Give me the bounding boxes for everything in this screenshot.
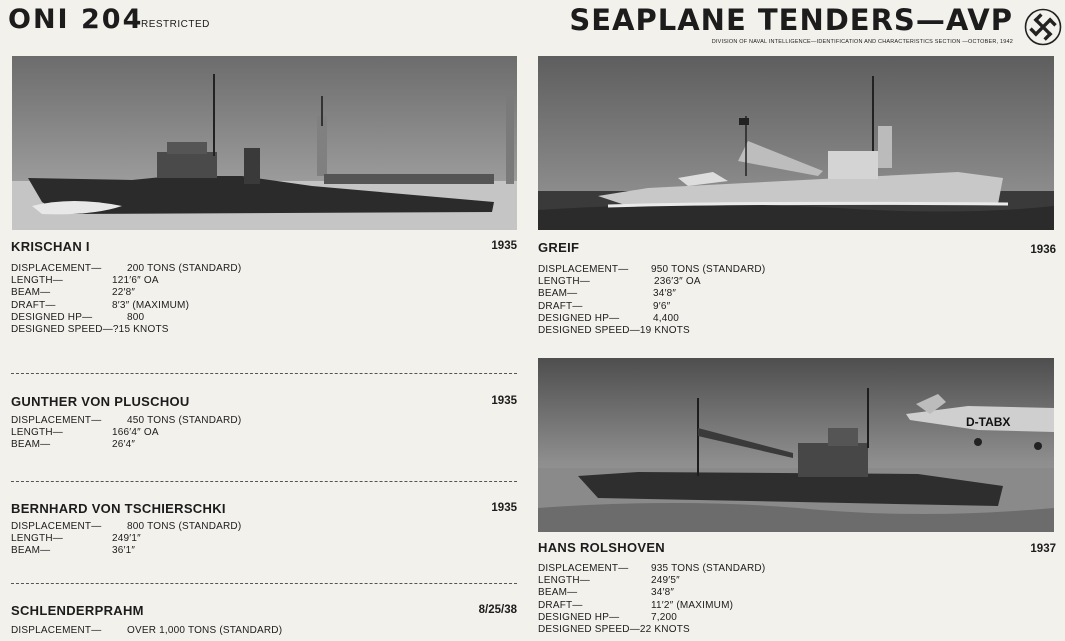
spec-value: 19 KNOTS [639,325,690,337]
spec-value: 935 TONS (STANDARD) [651,563,766,574]
spec-value: 9′6″ [653,300,671,312]
ship-year-bernhard-von-tschierschki: 1935 [491,502,517,514]
spec-list-schlenderprahm [11,625,282,637]
photo-greif [538,56,1054,230]
ship-name-krischan-i: KRISCHAN I [11,239,90,254]
spec-label: LENGTH— [11,533,63,545]
spec-row [11,275,241,287]
spec-label: DESIGNED SPEED— [538,325,640,337]
page-title: SEAPLANE TENDERS—AVP [569,3,1013,37]
spec-label: DISPLACEMENT— [11,625,102,636]
spec-list-krischan-i [11,263,241,336]
spec-value: 950 TONS (STANDARD) [651,264,766,275]
spec-label: DISPLACEMENT— [538,563,629,574]
spec-row [538,563,765,575]
spec-value: 200 TONS (STANDARD) [127,263,242,274]
spec-label: DISPLACEMENT— [11,263,102,274]
spec-row [11,625,282,637]
spec-label: DESIGNED HP— [538,611,620,623]
spec-value: 4,400 [653,312,680,324]
spec-value: 36′1″ [112,545,136,557]
spec-label: LENGTH— [538,276,590,288]
spec-value: 26′4″ [112,439,136,451]
spec-row [11,533,241,545]
spec-list-gunther-von-pluschou [11,415,241,452]
spec-list-bernhard-von-tschierschki [11,521,241,558]
classification-label: RESTRICTED [141,19,210,30]
spec-value: 800 TONS (STANDARD) [127,521,242,532]
spec-value: 249′1″ [112,533,141,545]
ship-year-krischan-i: 1935 [491,240,517,252]
document-id: ONI 204 [8,4,144,35]
spec-row [11,439,241,451]
spec-row [538,325,765,337]
spec-row [538,301,765,313]
spec-row [11,427,241,439]
spec-label: LENGTH— [538,575,590,587]
ship-name-gunther-von-pluschou: GUNTHER VON PLUSCHOU [11,394,190,409]
spec-row [538,575,765,587]
spec-label: LENGTH— [11,427,63,439]
spec-label: BEAM— [11,439,51,451]
spec-row [538,624,765,636]
spec-label: DISPLACEMENT— [11,415,102,426]
spec-value: 11′2″ (MAXIMUM) [651,599,734,611]
divider [11,373,517,374]
spec-list-hans-rolshoven [538,563,765,636]
spec-row [11,287,241,299]
ship-name-schlenderprahm: SCHLENDERPRAHM [11,603,144,618]
spec-row [11,521,241,533]
spec-value: 236′3″ OA [654,276,701,288]
spec-value: 8′3″ (MAXIMUM) [112,299,190,311]
spec-value: 166′4″ OA [112,427,159,439]
ship-name-hans-rolshoven: HANS ROLSHOVEN [538,540,665,555]
spec-row [11,300,241,312]
spec-label: DESIGNED HP— [538,312,620,324]
spec-label: DISPLACEMENT— [538,264,629,275]
spec-label: DRAFT— [538,599,583,611]
spec-row [11,263,241,275]
spec-value: 7,200 [651,611,678,623]
spec-value: 22 KNOTS [639,624,690,636]
spec-label: DESIGNED SPEED— [538,624,640,636]
spec-value: OVER 1,000 TONS (STANDARD) [127,625,283,636]
spec-row [538,587,765,599]
spec-label: DRAFT— [11,299,56,311]
spec-row [538,264,765,276]
swastika-roundel-icon [1024,8,1062,46]
spec-value: ?15 KNOTS [112,324,169,336]
ship-year-gunther-von-pluschou: 1935 [491,395,517,407]
spec-value: 22′8″ [112,287,136,299]
spec-row [11,324,241,336]
airplane-registration: D-TABX [966,415,1011,429]
spec-row [538,288,765,300]
spec-label: DISPLACEMENT— [11,521,102,532]
spec-value: 121′6″ OA [112,275,159,287]
spec-label: BEAM— [538,587,578,599]
spec-value: 34′8″ [651,587,675,599]
ship-year-greif: 1936 [1030,244,1056,256]
ship-name-bernhard-von-tschierschki: BERNHARD VON TSCHIERSCHKI [11,501,226,516]
spec-list-greif [538,264,765,337]
spec-label: BEAM— [11,545,51,557]
spec-row [538,276,765,288]
spec-label: DESIGNED HP— [11,311,93,323]
spec-row [538,313,765,325]
spec-label: LENGTH— [11,275,63,287]
spec-row [538,612,765,624]
photo-krischan-i [12,56,517,230]
spec-label: DRAFT— [538,300,583,312]
ship-year-schlenderprahm: 8/25/38 [478,604,517,616]
photo-hans-rolshoven [538,358,1054,532]
spec-row [538,600,765,612]
ship-name-greif: GREIF [538,240,580,255]
spec-row [11,312,241,324]
page-subtitle: DIVISION OF NAVAL INTELLIGENCE—IDENTIFICATION AND CHARACTERISTICS SECTION —OCTOBER, 1942 [711,39,1013,45]
spec-label: DESIGNED SPEED— [11,324,113,336]
divider [11,481,517,482]
spec-row [11,415,241,427]
spec-value: 450 TONS (STANDARD) [127,415,242,426]
divider [11,583,517,584]
ship-year-hans-rolshoven: 1937 [1030,543,1056,555]
spec-label: BEAM— [538,288,578,300]
spec-value: 249′5″ [651,575,680,587]
spec-label: BEAM— [11,287,51,299]
spec-row [11,545,241,557]
spec-value: 800 [127,311,145,323]
spec-value: 34′8″ [653,288,677,300]
